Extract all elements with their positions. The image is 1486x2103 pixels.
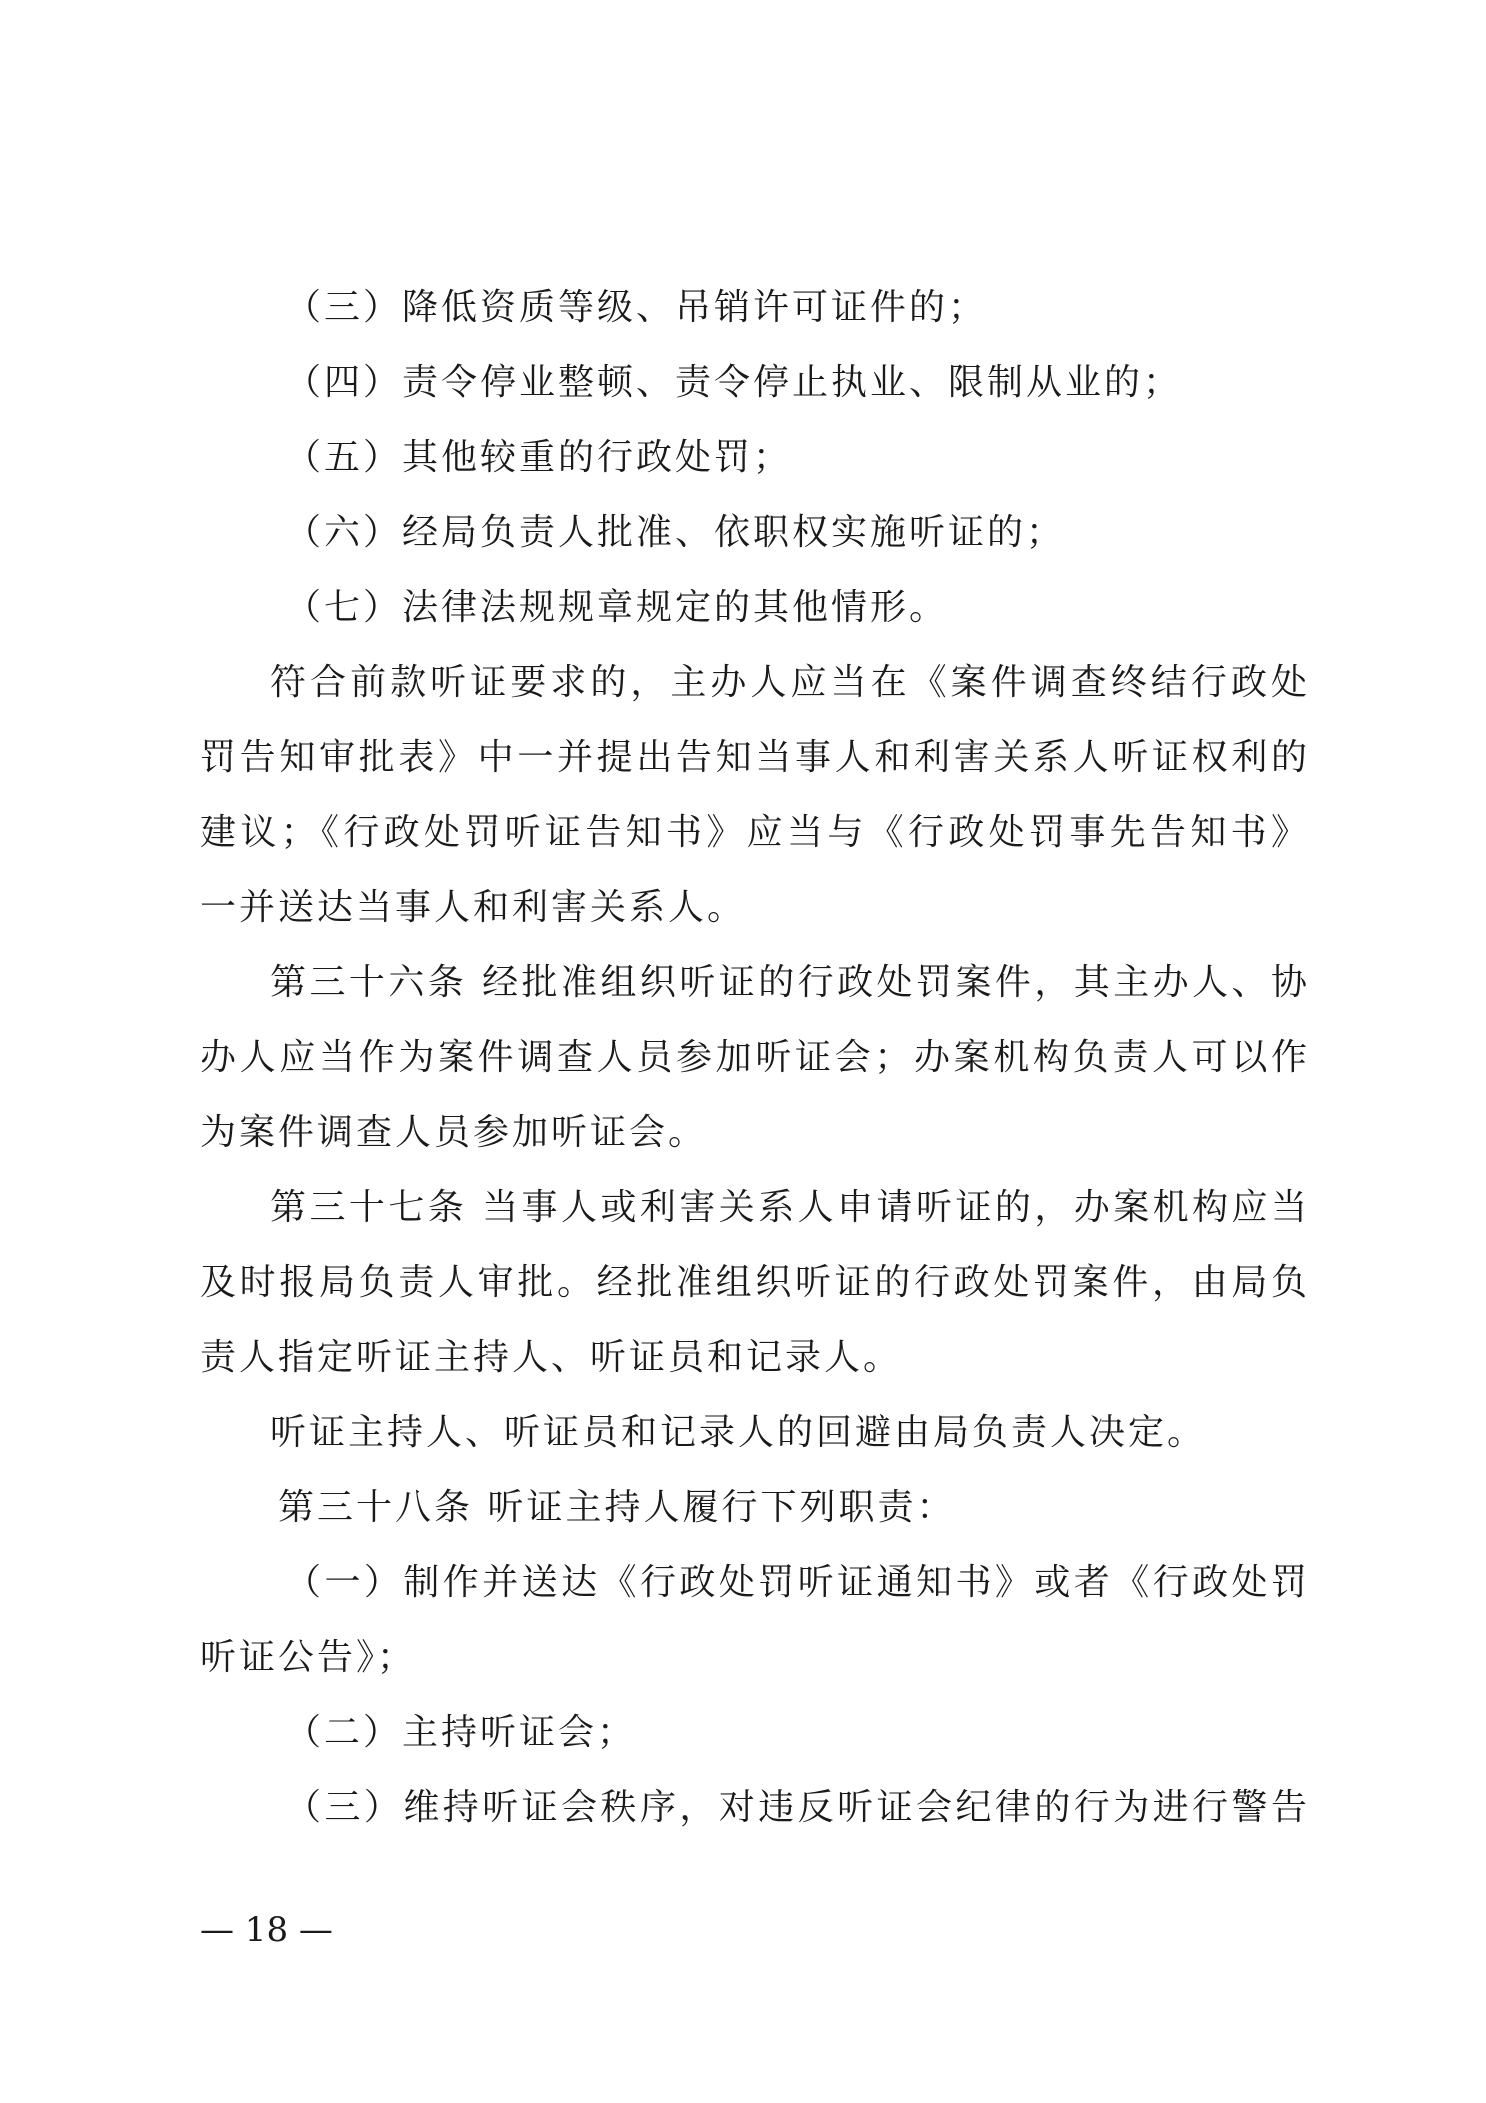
- text-line: 为案件调查人员参加听证会。: [200, 1112, 708, 1153]
- text-line: 一并送达当事人和利害关系人。: [200, 887, 747, 928]
- text-line: （七）法律法规规章规定的其他情形。: [285, 587, 949, 628]
- text-line: （六）经局负责人批准、依职权实施听证的；: [285, 512, 1066, 553]
- text-line: （二）主持听证会；: [285, 1712, 637, 1753]
- text-line: 罚告知审批表》中一并提出告知当事人和利害关系人听证权利的: [200, 737, 1310, 778]
- text-line: （四）责令停业整顿、责令停止执业、限制从业的；: [285, 362, 1183, 403]
- text-line: 听证公告》；: [200, 1637, 417, 1678]
- article-36-line: 第三十六条 经批准组织听证的行政处罚案件，其主办人、协: [270, 962, 1310, 1003]
- text-line: （五）其他较重的行政处罚；: [285, 437, 793, 478]
- text-line: （一）制作并送达《行政处罚听证通知书》或者《行政处罚: [285, 1562, 1310, 1603]
- article-38-line: 第三十八条 听证主持人履行下列职责：: [278, 1487, 956, 1528]
- text-line: （三）维持听证会秩序，对违反听证会纪律的行为进行警告: [285, 1787, 1310, 1828]
- text-line: 办人应当作为案件调查人员参加听证会；办案机构负责人可以作: [200, 1037, 1310, 1078]
- text-line: 责人指定听证主持人、听证员和记录人。: [200, 1337, 903, 1378]
- page-number: — 18 —: [200, 1910, 333, 1950]
- text-line: 及时报局负责人审批。经批准组织听证的行政处罚案件，由局负: [200, 1262, 1310, 1303]
- text-line: 建议；《行政处罚听证告知书》应当与《行政处罚事先告知书》: [200, 812, 1310, 853]
- article-37-line: 第三十七条 当事人或利害关系人申请听证的，办案机构应当: [270, 1187, 1310, 1228]
- text-line: 听证主持人、听证员和记录人的回避由局负责人决定。: [270, 1412, 1207, 1453]
- text-line: 符合前款听证要求的，主办人应当在《案件调查终结行政处: [270, 662, 1310, 703]
- text-line: （三）降低资质等级、吊销许可证件的；: [285, 287, 988, 328]
